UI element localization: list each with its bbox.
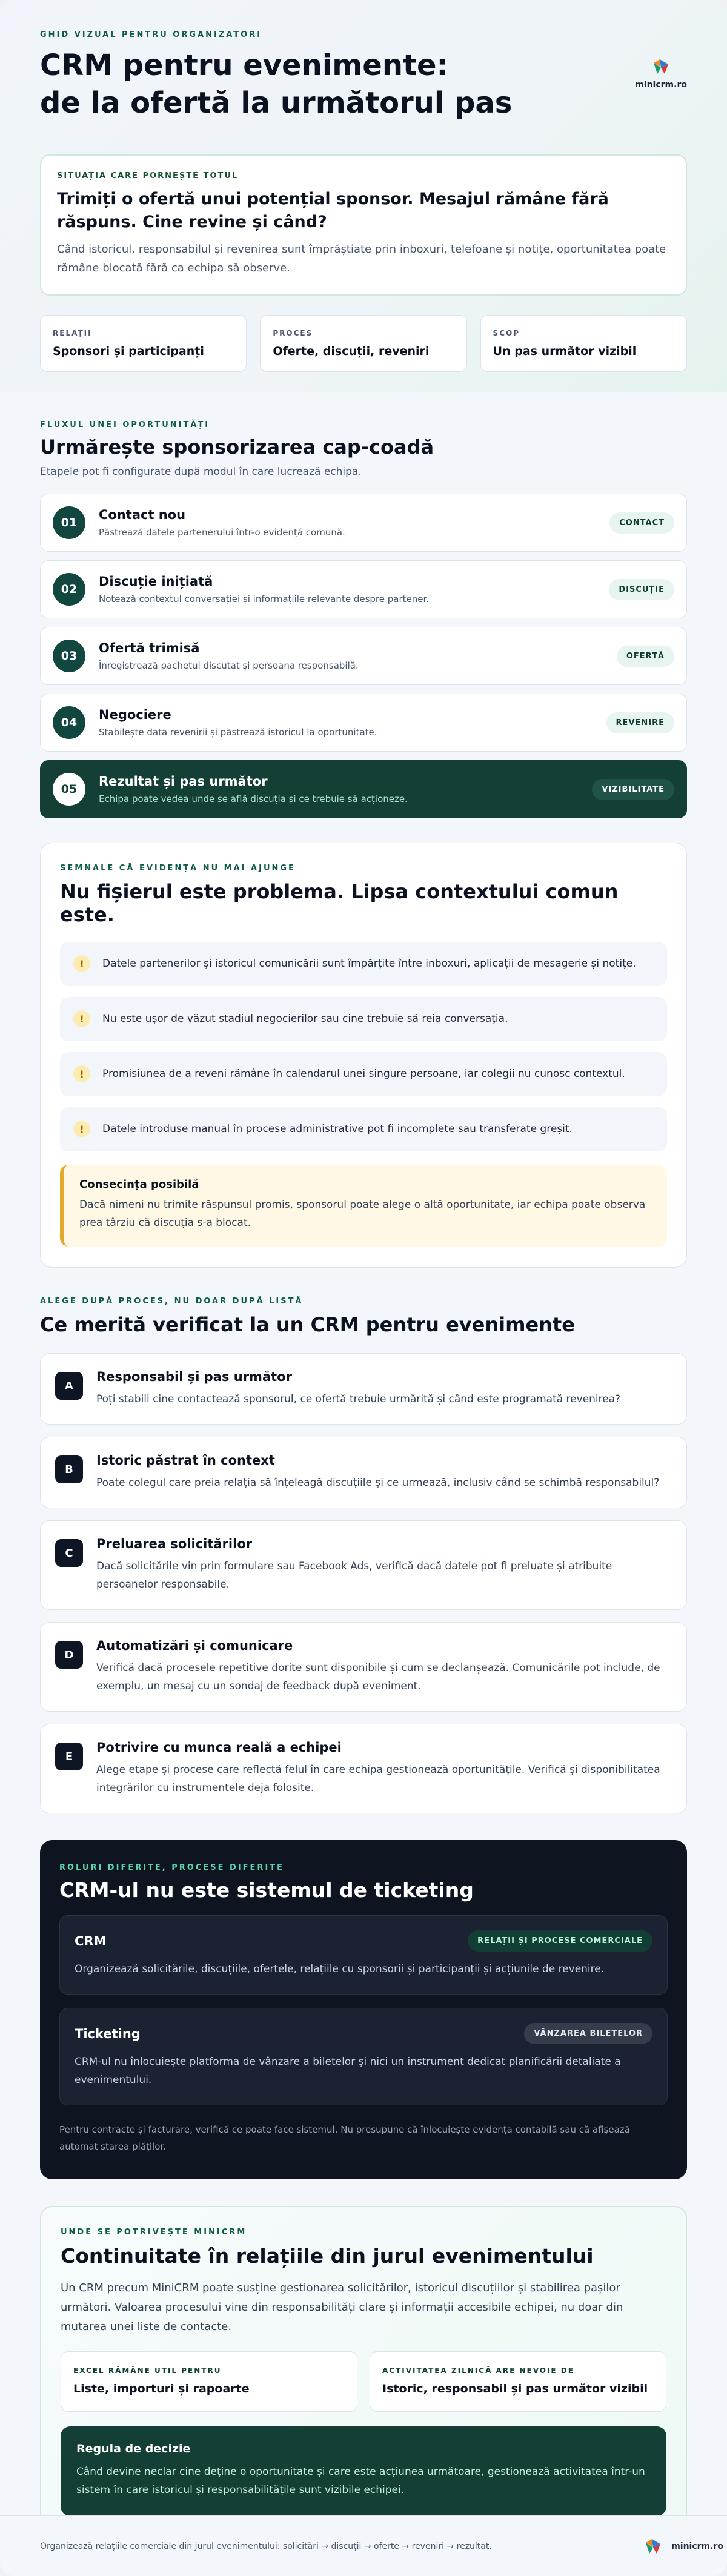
issue-text: Promisiunea de a reveni rămâne în calendarul unei singure persoane, iar colegii nu cunosc contextul. — [102, 1068, 625, 1080]
consequence-callout — [60, 1165, 667, 1247]
issue-item — [60, 997, 667, 1041]
fit-key: ACTIVITATEA ZILNICĂ ARE NEVOIE DE — [382, 2366, 574, 2375]
rule-title: Regula de decizie — [76, 2442, 191, 2455]
issue-text: Datele partenerilor și istoricul comunicării sunt împărțite între inboxuri, aplicații de mesagerie și notițe. — [102, 958, 636, 970]
page-title — [40, 47, 512, 122]
role-card-ticketing — [59, 2008, 668, 2105]
fit-text: Un CRM precum MiniCRM poate susține gestionarea solicitărilor, istoricul discuțiilor și stabilirea pașilor următori. Valoarea procesului vine din responsabilități clare și informații accesibile echipei, nu doar din mutarea unei liste de contacte. — [61, 2282, 623, 2333]
criteria-item — [40, 1724, 687, 1813]
role-title: Ticketing — [75, 2026, 141, 2041]
criteria-item — [40, 1622, 687, 1712]
criteria-item — [40, 1520, 687, 1610]
rule-text: Când devine neclar cine deține o oportunitate și care este acțiunea următoare, gestionează activitatea într-un sistem în care istoricul și responsabilitățile sunt vizibile echipei. — [76, 2466, 645, 2496]
step-tag: OFERTĂ — [617, 646, 674, 667]
criteria-list — [40, 1353, 687, 1813]
warning-icon: ! — [73, 1065, 90, 1082]
role-desc: CRM-ul nu înlocuiește platforma de vânzare a biletelor și nici un instrument dedicat planificării detaliate a evenimentului. — [75, 2056, 621, 2086]
role-tag: VÂNZAREA BILETELOR — [524, 2023, 652, 2044]
fit-title: Continuitate în relațiile din jurul evenimentului — [61, 2244, 594, 2268]
criteria-item — [40, 1437, 687, 1508]
issue-item — [60, 1052, 667, 1096]
meta-key: PROCES — [273, 329, 313, 337]
criteria-desc: Poate colegul care preia relația să înțeleagă discuțiile și ce urmează, inclusiv când se schimbă responsabilul? — [96, 1477, 660, 1489]
step-number: 02 — [53, 573, 85, 606]
step-number: 03 — [53, 640, 85, 672]
fit-row — [61, 2351, 666, 2412]
meta-value: Oferte, discuții, reveniri — [273, 345, 430, 358]
criteria-letter: A — [55, 1372, 83, 1400]
fit-card-daily — [370, 2351, 666, 2412]
step-tag: VIZIBILITATE — [592, 779, 674, 800]
flow-section — [0, 392, 727, 1268]
fit-value: Liste, importuri și rapoarte — [73, 2382, 250, 2396]
brand-logo — [635, 57, 687, 90]
step-item — [40, 627, 687, 685]
problem-title: Nu fișierul este problema. Lipsa contextului comun este. — [60, 880, 619, 926]
meta-row — [40, 315, 687, 372]
issue-text: Nu este ușor de văzut stadiul negocierilor sau cine trebuie să reia conversația. — [102, 1013, 508, 1025]
title-line-2: de la ofertă la următorul pas — [40, 86, 513, 120]
step-item — [40, 560, 687, 618]
steps-list — [40, 494, 687, 818]
step-item-active — [40, 760, 687, 818]
situation-title: Trimiți o ofertă unui potențial sponsor. Mesajul rămâne fără răspuns. Cine revine și când? — [57, 190, 609, 231]
check-eyebrow: ALEGE DUPĂ PROCES, NU DOAR DUPĂ LISTĂ — [40, 1297, 304, 1306]
criteria-title: Automatizări și comunicare — [96, 1638, 293, 1653]
situation-eyebrow: SITUAȚIA CARE PORNEȘTE TOTUL — [57, 171, 239, 180]
roles-title: CRM-ul nu este sistemul de ticketing — [59, 1878, 474, 1902]
step-tag: DISCUȚIE — [609, 579, 674, 600]
role-tag: RELAȚII ȘI PROCESE COMERCIALE — [468, 1930, 652, 1952]
fit-card-excel — [61, 2351, 357, 2412]
step-desc: Înregistrează pachetul discutat și persoana responsabilă. — [99, 660, 359, 671]
meta-key: RELAȚII — [53, 329, 92, 337]
criteria-title: Responsabil și pas următor — [96, 1369, 292, 1384]
criteria-letter: B — [55, 1455, 83, 1483]
criteria-desc: Alege etape și procese care reflectă felul în care echipa gestionează oportunitățile. Verifică și disponibilitatea integrărilor cu instrumentele deja folosite. — [96, 1764, 660, 1794]
step-number: 01 — [53, 506, 85, 539]
criteria-title: Potrivire cu munca reală a echipei — [96, 1740, 342, 1755]
criteria-item — [40, 1353, 687, 1425]
check-title: Ce merită verificat la un CRM pentru evenimente — [40, 1313, 575, 1336]
hero-eyebrow: GHID VIZUAL PENTRU ORGANIZATORI — [40, 30, 262, 39]
issue-item — [60, 1107, 667, 1151]
meta-card-relatii — [40, 315, 247, 372]
criteria-letter: C — [55, 1539, 83, 1567]
brand-name: minicrm.ro — [635, 80, 687, 90]
issue-text: Datele introduse manual în procese administrative pot fi incomplete sau transferate greșit. — [102, 1123, 573, 1135]
decision-rule — [61, 2426, 666, 2516]
issues-list — [60, 942, 667, 1151]
step-item — [40, 694, 687, 752]
consequence-title: Consecința posibilă — [79, 1178, 199, 1191]
meta-value: Un pas următor vizibil — [493, 345, 637, 358]
criteria-desc: Dacă solicitările vin prin formulare sau Facebook Ads, verifică dacă datele pot fi preluate și atribuite persoanelor responsabile. — [96, 1560, 612, 1591]
situation-card — [40, 154, 687, 296]
step-title: Contact nou — [99, 508, 186, 522]
role-title: CRM — [75, 1933, 107, 1949]
fit-value: Istoric, responsabil și pas următor vizibil — [382, 2382, 648, 2396]
flow-title: Urmărește sponsorizarea cap-coadă — [40, 435, 434, 459]
step-title: Negociere — [99, 707, 171, 722]
footer-logo — [643, 2537, 723, 2556]
flow-eyebrow: FLUXUL UNEI OPORTUNITĂȚI — [40, 420, 210, 429]
warning-icon: ! — [73, 955, 90, 972]
step-tag: CONTACT — [609, 512, 674, 534]
step-desc: Păstrează datele partenerului într-o evidență comună. — [99, 527, 345, 538]
criteria-letter: D — [55, 1641, 83, 1669]
criteria-desc: Verifică dacă procesele repetitive dorite sunt disponibile și cum se declanșează. Comunicările pot include, de exemplu, un mesaj cu un sondaj de feedback după eveniment. — [96, 1662, 660, 1692]
situation-text: Când istoricul, responsabilul și revenirea sunt împrăștiate prin inboxuri, telefoane și notițe, oportunitatea poate rămâne blocată fără ca echipa să observe. — [57, 243, 666, 274]
title-line-1: CRM pentru evenimente: — [40, 48, 448, 82]
role-desc: Organizează solicitările, discuțiile, ofertele, relațiile cu sponsorii și participanții și acțiunile de revenire. — [75, 1963, 605, 1975]
step-title: Ofertă trimisă — [99, 641, 200, 655]
warning-icon: ! — [73, 1010, 90, 1027]
meta-value: Sponsori și participanți — [53, 345, 204, 358]
roles-card — [40, 1840, 687, 2179]
criteria-letter: E — [55, 1743, 83, 1770]
check-section — [0, 1268, 727, 2537]
step-title: Discuție inițiată — [99, 574, 213, 589]
step-item — [40, 494, 687, 552]
warning-icon: ! — [73, 1121, 90, 1137]
meta-key: SCOP — [493, 329, 520, 337]
issue-item — [60, 942, 667, 986]
flow-subtitle: Etapele pot fi configurate după modul în care lucrează echipa. — [40, 466, 362, 478]
step-tag: REVENIRE — [606, 712, 674, 733]
footer — [0, 2515, 727, 2576]
step-title: Rezultat și pas următor — [99, 774, 268, 789]
role-card-crm — [59, 1915, 668, 1995]
consequence-text: Dacă nimeni nu trimite răspunsul promis, sponsorul poate alege o altă oportunitate, iar echipa poate observa prea târziu că discuția s-a blocat. — [79, 1199, 646, 1229]
footer-text: Organizează relațiile comerciale din jurul evenimentului: solicitări → discuții → oferte → reveniri → rezultat. — [40, 2541, 492, 2551]
roles-note: Pentru contracte și facturare, verifică ce poate face sistemul. Nu presupune că înlocuiește evidența contabilă sau că afișează automat starea plăților. — [59, 2124, 630, 2152]
criteria-title: Istoric păstrat în context — [96, 1453, 275, 1468]
step-desc: Notează contextul conversației și informațiile relevante despre partener. — [99, 594, 430, 604]
problem-eyebrow: SEMNALE CĂ EVIDENȚA NU MAI AJUNGE — [60, 864, 296, 873]
step-desc: Stabilește data revenirii și păstrează istoricul la oportunitate. — [99, 727, 377, 738]
criteria-title: Preluarea solicitărilor — [96, 1537, 253, 1551]
step-number: 05 — [53, 773, 85, 806]
fit-key: EXCEL RĂMÂNE UTIL PENTRU — [73, 2366, 222, 2375]
meta-card-proces — [260, 315, 466, 372]
step-desc: Echipa poate vedea unde se află discuția și ce trebuie să acționeze. — [99, 793, 408, 804]
fit-card — [40, 2206, 687, 2537]
hero-section — [0, 0, 727, 392]
fit-eyebrow: UNDE SE POTRIVEȘTE MINICRM — [61, 2228, 247, 2237]
step-number: 04 — [53, 706, 85, 739]
roles-eyebrow: ROLURI DIFERITE, PROCESE DIFERITE — [59, 1863, 285, 1872]
footer-brand: minicrm.ro — [671, 2541, 723, 2551]
problem-card — [40, 843, 687, 1268]
minicrm-logo-icon — [643, 2537, 663, 2556]
criteria-desc: Poți stabili cine contactează sponsorul, ce ofertă trebuie urmărită și când este programată revenirea? — [96, 1393, 621, 1405]
meta-card-scop — [480, 315, 687, 372]
minicrm-logo-icon — [651, 57, 671, 76]
